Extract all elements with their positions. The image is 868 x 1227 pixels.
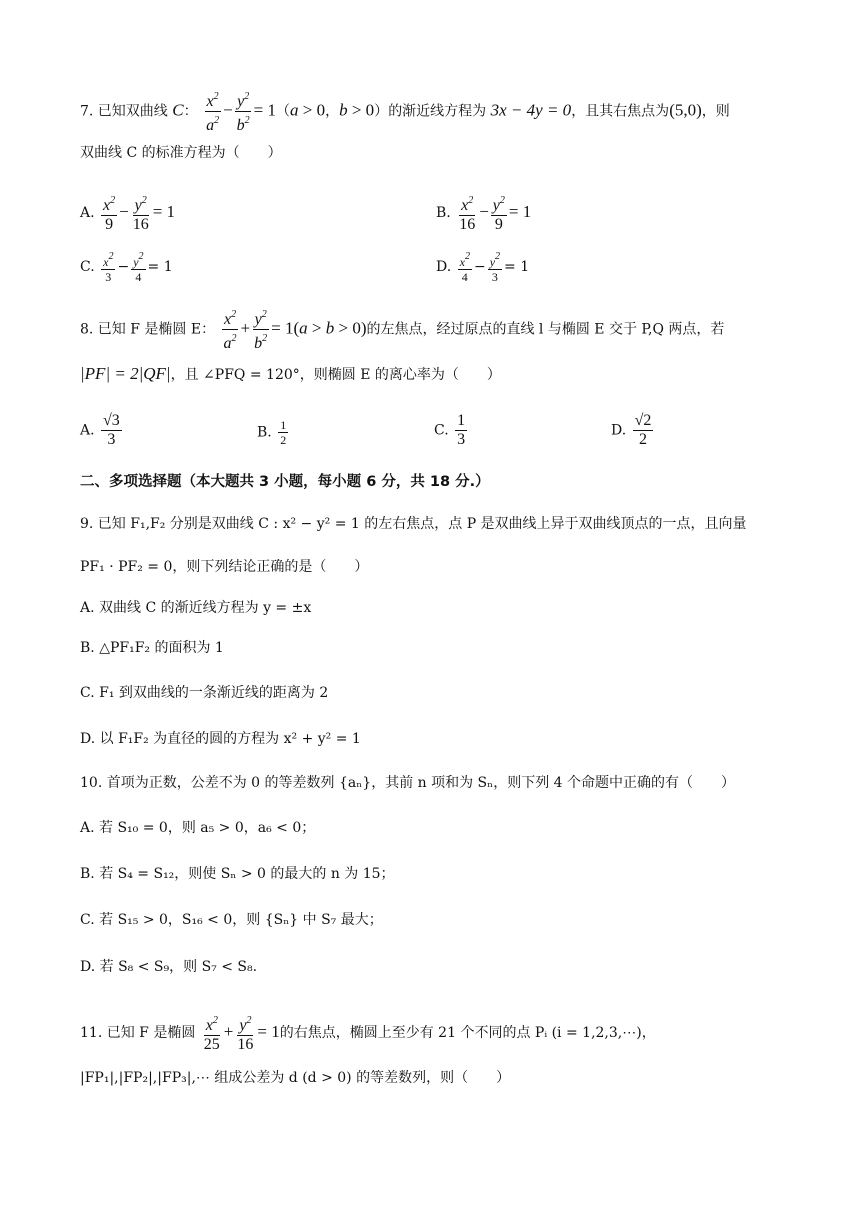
q7-frac-x: $\frac{x^2}{a^2}$ bbox=[204, 88, 221, 135]
q8-option-d: D. $\frac{√2}{2}$ bbox=[611, 412, 652, 448]
q9-option-a: A. 双曲线 C 的渐近线方程为 y = ±x bbox=[80, 600, 312, 616]
q9-line2: PF₁ · PF₂ = 0，则下列结论正确的是（ ） bbox=[80, 559, 369, 575]
q7-focus: (5,0) bbox=[669, 100, 702, 120]
q7-line2: 双曲线 C 的标准方程为（ ） bbox=[80, 145, 282, 161]
q11-line1: 11. 已知 F 是椭圆 $\frac{x^2}{25}$ + $\frac{y^2}{16}$ = 1的右焦点，椭圆上至少有 21 个不同的点 Pᵢ (i = 1,2,3,⋯)， bbox=[80, 1012, 656, 1054]
q9-line1: 9. 已知 F₁,F₂ 分别是双曲线 C : x² − y² = 1 的左右焦点，点 P 是双曲线上异于双曲线顶点的一点，且向量 bbox=[80, 516, 747, 532]
q10-option-b: B. 若 S₄ = S₁₂，则使 Sₙ > 0 的最大的 n 为 15； bbox=[80, 866, 395, 882]
q9-option-c: C. F₁ 到双曲线的一条渐近线的距离为 2 bbox=[80, 685, 329, 701]
q7-option-d: D. $\frac{x^2}{4}$ − $\frac{y^2}{3}$ = 1 bbox=[436, 251, 530, 284]
q7-asymptote: 3x − 4y = 0 bbox=[490, 100, 572, 120]
q10-option-a: A. 若 S₁₀ = 0，则 a₅ > 0，a₆ < 0； bbox=[80, 820, 316, 836]
q11-line2: |FP₁|,|FP₂|,|FP₃|,⋯ 组成公差为 d (d > 0) 的等差数列，则（ ） bbox=[80, 1070, 511, 1086]
q8-line1: 8. 已知 F 是椭圆 E： $\frac{x^2}{a^2}$ + $\frac{y^2}{b^2}$ = 1(a > b > 0)的左焦点，经过原点的直线 l 与椭圆 E 交于 P,Q 两点，若 bbox=[80, 306, 724, 353]
q8-option-c: C. $\frac{1}{3}$ bbox=[434, 412, 466, 448]
q7-option-c: C. $\frac{x^2}{3}$ − $\frac{y^2}{4}$ = 1 bbox=[80, 251, 173, 284]
q10-option-c: C. 若 S₁₅ > 0，S₁₆ < 0，则 {Sₙ} 中 S₇ 最大； bbox=[80, 912, 383, 928]
q8-option-b: B. $\frac{1}{2}$ bbox=[257, 418, 287, 447]
q8-line2: |PF| = 2|QF|，且 ∠PFQ = 120°，则椭圆 E 的离心率为（ ） bbox=[80, 364, 501, 383]
q10-line1: 10. 首项为正数，公差不为 0 的等差数列 {aₙ}，其前 n 项和为 Sₙ，则下列 4 个命题中正确的有（ ） bbox=[80, 775, 736, 791]
q10-option-d: D. 若 S₈ < S₉，则 S₇ < S₈. bbox=[80, 959, 258, 975]
q7-line1: 7. 已知双曲线 C： $\frac{x^2}{a^2}$ − $\frac{y^2}{b^2}$ = 1（a > 0，b > 0）的渐近线方程为 3x − 4y = 0，且其右焦点为(5,0)，则 bbox=[80, 88, 730, 135]
q7-frac-y: $\frac{y^2}{b^2}$ bbox=[235, 88, 252, 135]
q7-option-b: B. $\frac{x^2}{16}$ − $\frac{y^2}{9}$ = 1 bbox=[436, 192, 531, 234]
q7-option-a: A. $\frac{x^2}{9}$ − $\frac{y^2}{16}$ = 1 bbox=[80, 192, 175, 234]
q9-option-d: D. 以 F₁F₂ 为直径的圆的方程为 x² + y² = 1 bbox=[80, 731, 361, 747]
section-heading: 二、多项选择题（本大题共 3 小题，每小题 6 分，共 18 分.） bbox=[80, 474, 490, 490]
q7-lead: 7. 已知双曲线 bbox=[80, 103, 168, 120]
q8-option-a: A. $\frac{√3}{3}$ bbox=[80, 412, 120, 448]
q9-option-b: B. △PF₁F₂ 的面积为 1 bbox=[80, 640, 224, 656]
